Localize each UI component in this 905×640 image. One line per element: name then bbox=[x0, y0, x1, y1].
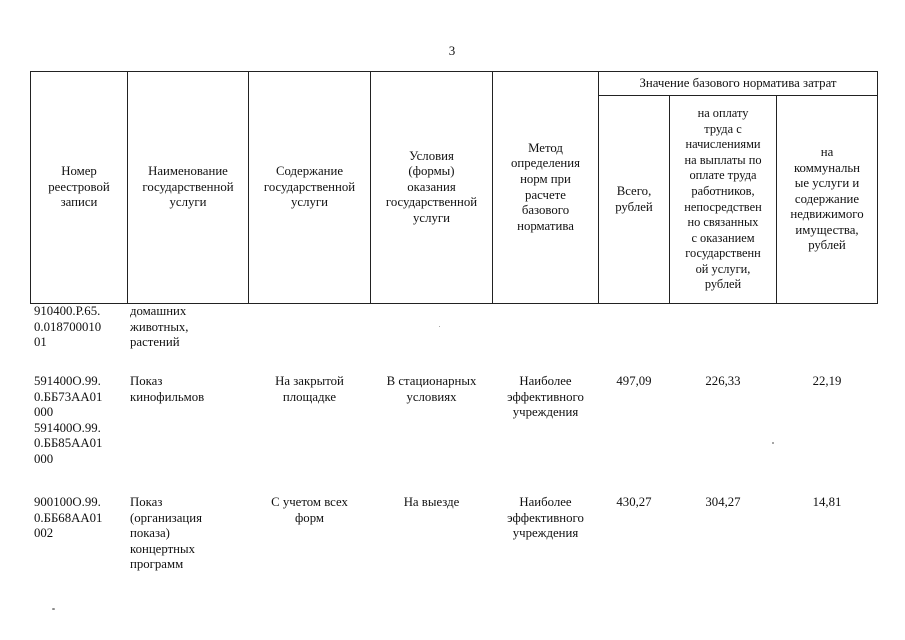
cell-registry-number: 910400.Р.65. 0.018700010 01 bbox=[34, 304, 102, 350]
page-number: 3 bbox=[448, 43, 456, 58]
cell-registry-number: 900100О.99. 0.ББ68АА01 002 bbox=[34, 495, 103, 541]
header-service-conditions: Условия (формы) оказания государственной услуги bbox=[385, 148, 478, 225]
cell-service-name: Показ (организация показа) концертных программ bbox=[130, 495, 203, 572]
header-cost-group: Значение базового норматива затрат bbox=[639, 75, 837, 90]
header-total: Всего, рублей bbox=[615, 183, 653, 214]
cell-method: Наиболее эффективного учреждения bbox=[507, 495, 584, 541]
cell-labor: 304,27 bbox=[705, 495, 741, 509]
header-method: Метод определения норм при расчете базового норматива bbox=[511, 140, 580, 233]
cell-utilities: 22,19 bbox=[812, 374, 842, 388]
cell-method: Наиболее эффективного учреждения bbox=[507, 374, 584, 420]
cell-service-content: На закрытой площадке bbox=[275, 374, 344, 404]
cell-utilities: 14,81 bbox=[812, 495, 842, 509]
scan-speck bbox=[772, 442, 774, 444]
cell-service-conditions: На выезде bbox=[403, 495, 460, 509]
scan-speck bbox=[439, 326, 440, 327]
cell-registry-number: 591400О.99. 0.ББ73АА01 000 591400О.99. 0.ББ85АА01 000 bbox=[34, 374, 103, 466]
header-labor: на оплату труда с начислениями на выплаты по оплате труда работников, непосредствен но связанных с оказанием государственн ой услуги, рублей bbox=[684, 105, 762, 292]
cell-service-name: домашних животных, растений bbox=[130, 304, 189, 350]
cell-service-conditions: В стационарных условиях bbox=[386, 374, 477, 404]
cell-labor: 226,33 bbox=[705, 374, 741, 388]
cell-service-name: Показ кинофильмов bbox=[130, 374, 205, 404]
header-registry-number: Номер реестровой записи bbox=[48, 164, 110, 210]
cell-total: 430,27 bbox=[616, 495, 652, 509]
cell-total: 497,09 bbox=[616, 374, 652, 388]
table-right-border bbox=[877, 71, 878, 304]
cell-service-content: С учетом всех форм bbox=[271, 495, 348, 525]
header-utilities: на коммунальн ые услуги и содержание недвижимого имущества, рублей bbox=[790, 144, 864, 253]
header-service-content: Содержание государственной услуги bbox=[263, 164, 356, 210]
scan-speck bbox=[52, 608, 55, 610]
header-service-name: Наименование государственной услуги bbox=[142, 164, 234, 210]
